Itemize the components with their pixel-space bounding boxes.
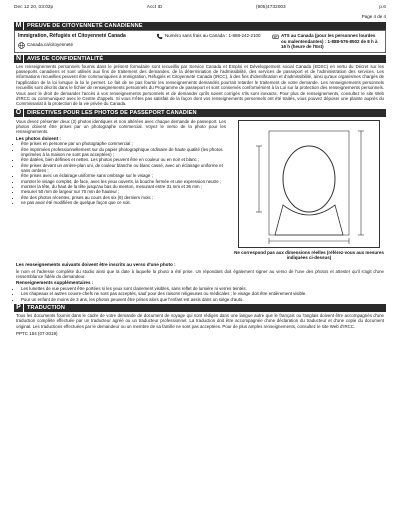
- form-code: PPTC 154 (07-2019): [16, 331, 58, 337]
- translation-text: Tous les documents fournis dans le cadre de votre demande de document de voyage qui sont rédigés dans une langue autre que le français ou l'anglais doivent être accompagnés d'une traduction complète effectuée par un traducteur agréé ou un traducteur professionnel. La traduction doit être accompagnée d'une déclaration du traducteur et d'une copie du document original. Les traductions effectuées par le demandeur ou un membre de sa famille ne sont pas acceptées. Pour de plus amples renseignements, consultez le site Web d'IRCC.: [16, 313, 384, 329]
- fax-phone: (905)4732003: [255, 5, 286, 10]
- photo-guidelines: [14, 118, 386, 262]
- tty-icon: [272, 33, 279, 40]
- list-item: • être prises en personne par un photographe commercial ;: [21, 141, 228, 146]
- ircc-website-link[interactable]: Canada.ca/citoyenneté: [27, 42, 74, 48]
- list-item: • ne pas avoir été modifiées de quelque façon que ce soit.: [21, 200, 228, 205]
- section-m-header: [14, 22, 386, 30]
- section-p-title: TRADUCTION: [27, 305, 65, 312]
- ircc-phone: Numéro sans frais au Canada : 1-888-242-2100: [165, 33, 261, 38]
- globe-icon: [18, 42, 25, 49]
- section-o-title: DIRECTIVES POUR LES PHOTOS DE PASSEPORT CANADIEN: [27, 109, 197, 116]
- list-item: • montrer le visage complet, de face, avec les yeux ouverts, la bouche fermée et une expression neutre ;: [21, 179, 228, 184]
- list-item: • Les lunettes de vue peuvent être portées si les yeux sont clairement visibles, sans reflet de lumière ni verres teintés.: [21, 286, 386, 291]
- section-n-title: AVIS DE CONFIDENTIALITÉ: [27, 55, 104, 62]
- photo-back-info-text: le nom et l'adresse complète du studio ainsi que la date à laquelle la photo a été prise. Un répondant doit également signer au verso de l'une des photos et attester qu'il s'agit d'une ressemblance fidèle du demandeur.: [16, 268, 384, 280]
- section-o-letter: O: [14, 109, 24, 117]
- section-m-title: PREUVE DE CITOYENNETÉ CANADIENNE: [27, 23, 143, 29]
- list-item: • être prises devant un arrière-plan uni, de couleur blanche ou blanc cassé, avec un éclairage uniforme et sans ombres ;: [21, 163, 228, 174]
- section-n-header: [14, 55, 386, 63]
- list-item: • Les chapeaux et autres couvre-chefs ne sont pas acceptés, sauf pour des raisons religieuses ou médicales ; le visage doit être entièrement visible.: [21, 291, 386, 296]
- list-item: • être imprimées professionnellement sur du papier photographique ordinaire de haute qualité (les photos imprimées à la maison ne sont pas acceptées) ;: [21, 147, 228, 158]
- photo-dimension-diagram: [238, 120, 380, 248]
- list-item: • Pour un enfant de moins de 3 ans, les photos peuvent être prises alors que l'enfant est assis dans un siège d'auto.: [21, 297, 386, 302]
- list-item: • montrer la tête, du haut de la tête jusqu'au bas du menton, mesurant entre 31 mm et 36 mm ;: [21, 184, 228, 189]
- list-item: • mesurer 50 mm de largeur sur 70 mm de hauteur ;: [21, 189, 228, 194]
- page-number: Page 4 de 4: [361, 14, 386, 19]
- dimension-note: Ne correspond pas aux dimensions réelles (référez-vous aux mesures indiquées ci-dessus): [234, 249, 384, 261]
- section-p-letter: P: [14, 304, 24, 312]
- list-item: • être datées, bien définies et nettes. Les photos peuvent être en couleur ou en noir et blanc ;: [21, 157, 228, 162]
- head-outline-illustration: [239, 121, 379, 247]
- fax-date: Dec 12 20, 03:02p: [14, 5, 54, 10]
- section-o-header: [14, 109, 386, 117]
- photo-requirements-title: Les photos doivent :: [16, 135, 61, 141]
- photo-intro: Vous devez présenter deux (2) photos identiques et non altérées avec chaque demande de passeport. Les photos doivent être prises par un photographe commercial. Voyez le verso de la photo pour les renseignements.: [16, 118, 226, 135]
- section-m-letter: M: [14, 22, 24, 30]
- fax-page-code: p.6: [379, 5, 386, 10]
- section-n-letter: N: [14, 55, 24, 63]
- list-item: • être des photos récentes, prises au cours des six (6) derniers mois ;: [21, 195, 228, 200]
- photo-requirements-list: [14, 141, 228, 205]
- ircc-ats: ATS au Canada (pour les personnes lourdes ou malentendantes) : 1-888-576-8502 de 8 h à 16 h (heure de l'Est): [281, 33, 378, 50]
- additional-info-list: [14, 286, 386, 302]
- ircc-name: Immigration, Réfugiés et Citoyenneté Canada: [18, 33, 126, 39]
- list-item: • être prises avec un éclairage uniforme sans ombrage sur le visage ;: [21, 173, 228, 178]
- ircc-contact-box: [14, 30, 386, 53]
- phone-icon: [156, 33, 163, 40]
- fax-account: Acct ID: [146, 5, 163, 10]
- additional-info-title: Renseignements supplémentaires :: [16, 280, 94, 286]
- privacy-notice-text: Les renseignements personnels fournis dans le présent formulaire sont recueillis par Service Canada et Emploi et Développement social Canada (EDSC) en vertu du Décret sur les passeports canadiens et sont utilisés aux fins de traitement des demandes, de la détermination de l'admissibilité, des services de passeport et de l'administration des services. Les informations recueillies peuvent être communiquées à Immigration, Réfugiés et Citoyenneté Canada (IRCC), à des fins d'identification et d'admissibilité, ainsi qu'aux organismes chargés de l'application de la loi lorsque la loi le permet. Le fait de ne pas fournir les renseignements demandés pourrait retarder le traitement de votre demande. Les renseignements personnels recueillis sont décrits dans le fichier de renseignements personnels du Programme de passeport et sont conservés conformément à la Loi sur la protection des renseignements personnels. Vous avez le droit de demander l'accès à vos renseignements personnels et de demander qu'ils soient corrigés s'ils sont inexacts. Pour plus de renseignements, consultez le site Web d'IRCC ou communiquez avec le Centre d'appels. Si vous n'êtes pas satisfait de la façon dont vos renseignements personnels ont été traités, vous pouvez déposer une plainte auprès du Commissariat à la protection de la vie privée du Canada.: [16, 63, 384, 107]
- section-p-header: [14, 304, 386, 312]
- fax-header: [14, 5, 386, 11]
- photo-back-info-title: Les renseignements suivants doivent être inscrits au verso d'une photo :: [16, 262, 176, 268]
